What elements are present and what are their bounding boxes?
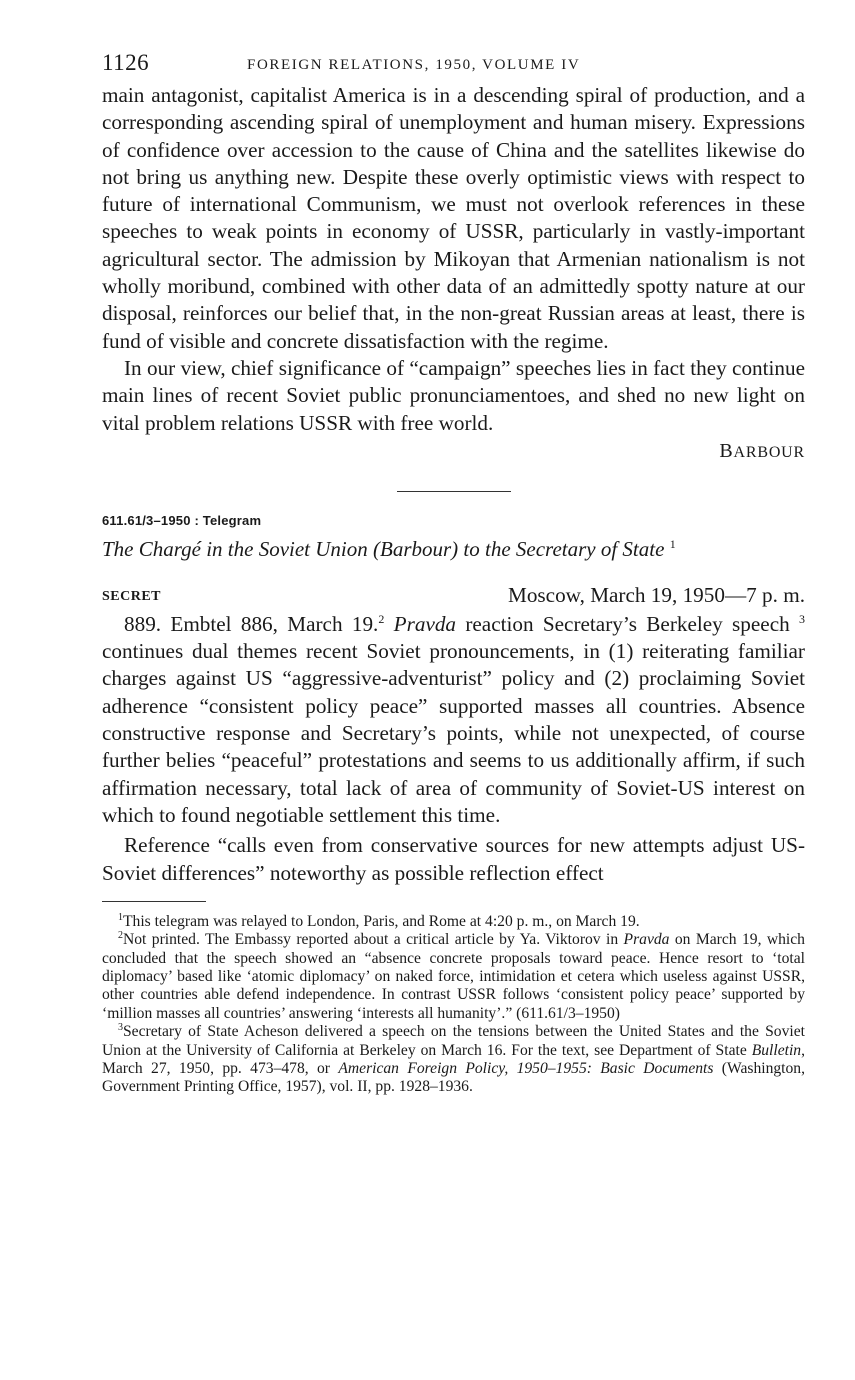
document-page [102, 48, 805, 1097]
file-reference: 611.61/3–1950 : Telegram [102, 512, 262, 528]
footnote-text: This telegram was relayed to London, Paris, and Rome at 4:20 p. m., on March 19. [123, 912, 640, 930]
newspaper-name: Pravda [393, 611, 457, 636]
paragraph-text: continues dual themes recent Soviet pronouncements, in (1) reiterating familiar charges against US “aggressive-adventurist” policy and (2) proclaiming Soviet adherence “consistent policy peace” supported masses all countries. Absence constructive response and Secretary’s points, while not unexpected, of course further belies “peaceful” protestations and seems to us additionally affirm, if such affirmation necessary, total lack of area of community of Soviet-US interest on which to found negotiable settlement this time. [102, 639, 805, 827]
publication-name: American Foreign Policy, 1950–1955: Basic Documents [338, 1060, 714, 1078]
continued-paragraph: main antagonist, capitalist America is in a descending spiral of production, and a corresponding ascending spiral of unemployment and human misery. Expressions of confidence over accession to the cause of China and the satellites likewise do not bring us anything new. Despite these overly optimistic views with respect to future of international Communism, we must not overlook references in these speeches to weak points in economy of USSR, particularly in vastly-important agricultural sector. The admission by Mikoyan that Armenian nationalism is not wholly moribund, combined with other data of an admittedly spotty nature at our disposal, reinforces our belief that, in the non-great Russian areas at least, there is fund of visible and concrete dissatisfaction with the regime. [102, 83, 805, 353]
footnotes [102, 913, 805, 1097]
classification-label: SECRET [102, 588, 162, 604]
newspaper-name: Pravda [623, 931, 670, 949]
footnote-1 [102, 913, 805, 931]
running-head [102, 48, 805, 82]
conclusion-paragraph: In our view, chief significance of “campaign” speeches lies in fact they continue main lines of recent Soviet public pronunciamentoes, and shed no new light on vital problem relations USSR with free world. [102, 355, 805, 435]
telegram-paragraph-2: Reference “calls even from conservative sources for new attempts adjust US-Soviet differences” noteworthy as possible reflection effect [102, 833, 805, 885]
footnote-text: on March 19, which concluded that the speech showed an “absence concrete proposals toward peace. Hence resort to ‘total diplomacy’ based like ‘atomic diplomacy’ on naked force, intimidation et cetera which useless against USSR, other countries able defend independence. In contrast USSR follows ‘consistent policy peace’ supported by ‘million masses all countries’ answering ‘interests all humanity’.” (611.61/3–1950) [102, 931, 805, 1022]
paragraph-text: reaction Secretary’s Berkeley speech [456, 611, 790, 636]
signature-rest: ARBOUR [733, 443, 805, 461]
footnote-marker: 3 [799, 611, 806, 626]
footnote-number: 2 [118, 930, 123, 942]
footnote-rule [102, 901, 206, 902]
footnote-text: , March 27, 1950, pp. 473–478, or [102, 1041, 805, 1078]
signature [102, 440, 805, 463]
footnote-number: 3 [118, 1022, 123, 1034]
running-title: FOREIGN RELATIONS, 1950, VOLUME IV [247, 57, 581, 73]
section-divider [397, 491, 511, 492]
page-number: 1126 [102, 50, 150, 75]
publication-name: Bulletin [751, 1041, 802, 1059]
place-date: Moscow, March 19, 1950—7 p. m. [508, 582, 805, 607]
footnote-text: Not printed. The Embassy reported about a critical article by Ya. Viktorov in [123, 931, 624, 949]
footnote-3 [102, 1023, 805, 1097]
footnote-marker: 2 [378, 611, 385, 626]
footnote-text: (Washington, Government Printing Office, 1957), vol. II, pp. 1928–1936. [102, 1060, 806, 1096]
footnote-2 [102, 931, 805, 1023]
signature-initial: B [719, 439, 734, 462]
document-title-text: The Chargé in the Soviet Union (Barbour) to the Secretary of State [102, 536, 665, 561]
telegram-paragraph-1 [102, 611, 805, 829]
footnote-text: Secretary of State Acheson delivered a speech on the tensions between the United States and the Soviet Union at the University of California at Berkeley on March 16. For the text, see Department of State [102, 1023, 805, 1059]
document-title [102, 537, 805, 562]
telegram-header [102, 583, 805, 611]
footnote-marker: 1 [669, 536, 676, 551]
footnote-number: 1 [118, 911, 123, 923]
paragraph-text: 889. Embtel 886, March 19. [124, 611, 379, 636]
